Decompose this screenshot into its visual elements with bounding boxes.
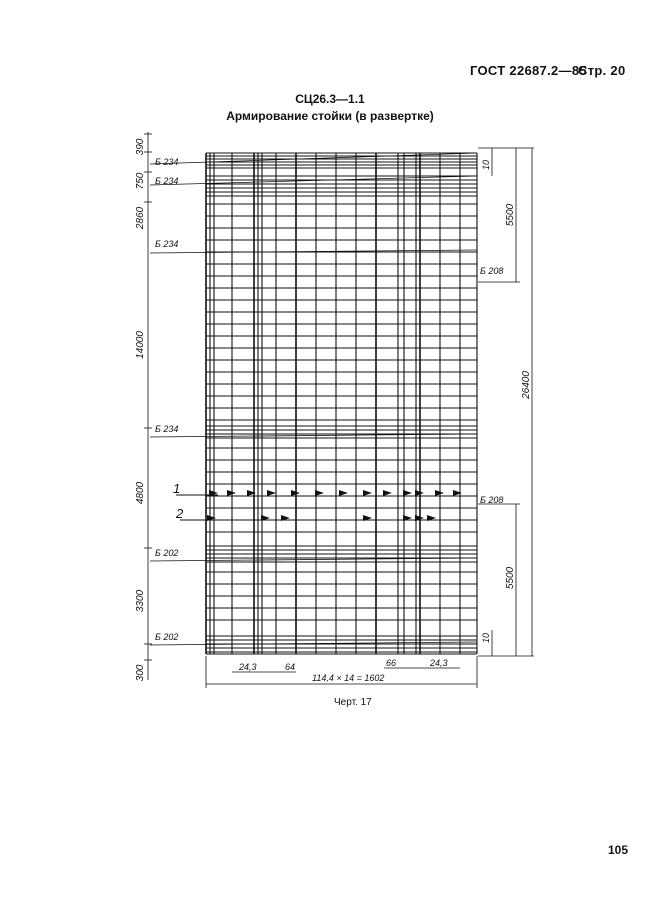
bar-label-b234-2: Б 234	[155, 176, 179, 186]
bar-label-b208-1: Б 208	[480, 266, 504, 276]
bar-label-b234-3: Б 234	[155, 239, 179, 249]
bar-label-b234-4: Б 234	[155, 424, 179, 434]
rebar-arrows	[207, 490, 462, 521]
dim-left-300: 300	[135, 664, 146, 682]
dim-right-10-top: 10	[481, 159, 491, 171]
bar-label-b202-2: Б 202	[155, 632, 179, 642]
dim-right-10-bottom: 10	[481, 632, 491, 644]
row-1-arrow	[363, 490, 372, 496]
page-number: 105	[608, 843, 629, 857]
dim-left-4800: 4800	[135, 481, 146, 505]
page-label: Стр. 20	[578, 63, 626, 78]
drawing-mark: СЦ26.3—1.1	[295, 92, 365, 106]
row-1-arrow	[339, 490, 348, 496]
row-1-arrow	[453, 490, 462, 496]
dimension-lines	[144, 132, 534, 688]
dim-bottom-24-3-left: 24,3	[239, 662, 257, 672]
dim-left-3300: 3300	[135, 589, 146, 613]
dim-left-750: 750	[135, 172, 146, 190]
dim-bottom-24-3-right: 24,3	[430, 658, 448, 668]
dim-right-5500-top: 5500	[505, 203, 516, 227]
row-1-arrow	[315, 490, 324, 496]
drawing-title: Армирование стойки (в развертке)	[226, 109, 434, 123]
callout-1: 1	[173, 481, 181, 496]
row-1-arrow	[403, 490, 412, 496]
row-1-arrow	[267, 490, 276, 496]
dim-bottom-total: 114,4 × 14 = 1602	[312, 673, 385, 683]
dim-right-26400: 26400	[521, 371, 532, 399]
callout-2: 2	[176, 506, 184, 521]
bar-label-b202-1: Б 202	[155, 548, 179, 558]
dim-right-5500-bottom: 5500	[505, 566, 516, 590]
drawing-caption: Черт. 17	[334, 697, 372, 708]
dim-left-390: 390	[135, 138, 146, 156]
reinforcement-grid	[206, 153, 477, 654]
document-standard: ГОСТ 22687.2—85	[470, 63, 587, 78]
bar-label-b234-1: Б 234	[155, 157, 179, 167]
row-1-arrow	[383, 490, 392, 496]
dim-bottom-64: 64	[285, 662, 296, 672]
bar-label-b208-2: Б 208	[480, 495, 504, 505]
dim-left-2860: 2860	[135, 206, 146, 230]
dim-bottom-66: 66	[386, 658, 397, 668]
dim-left-14000: 14000	[135, 331, 146, 359]
